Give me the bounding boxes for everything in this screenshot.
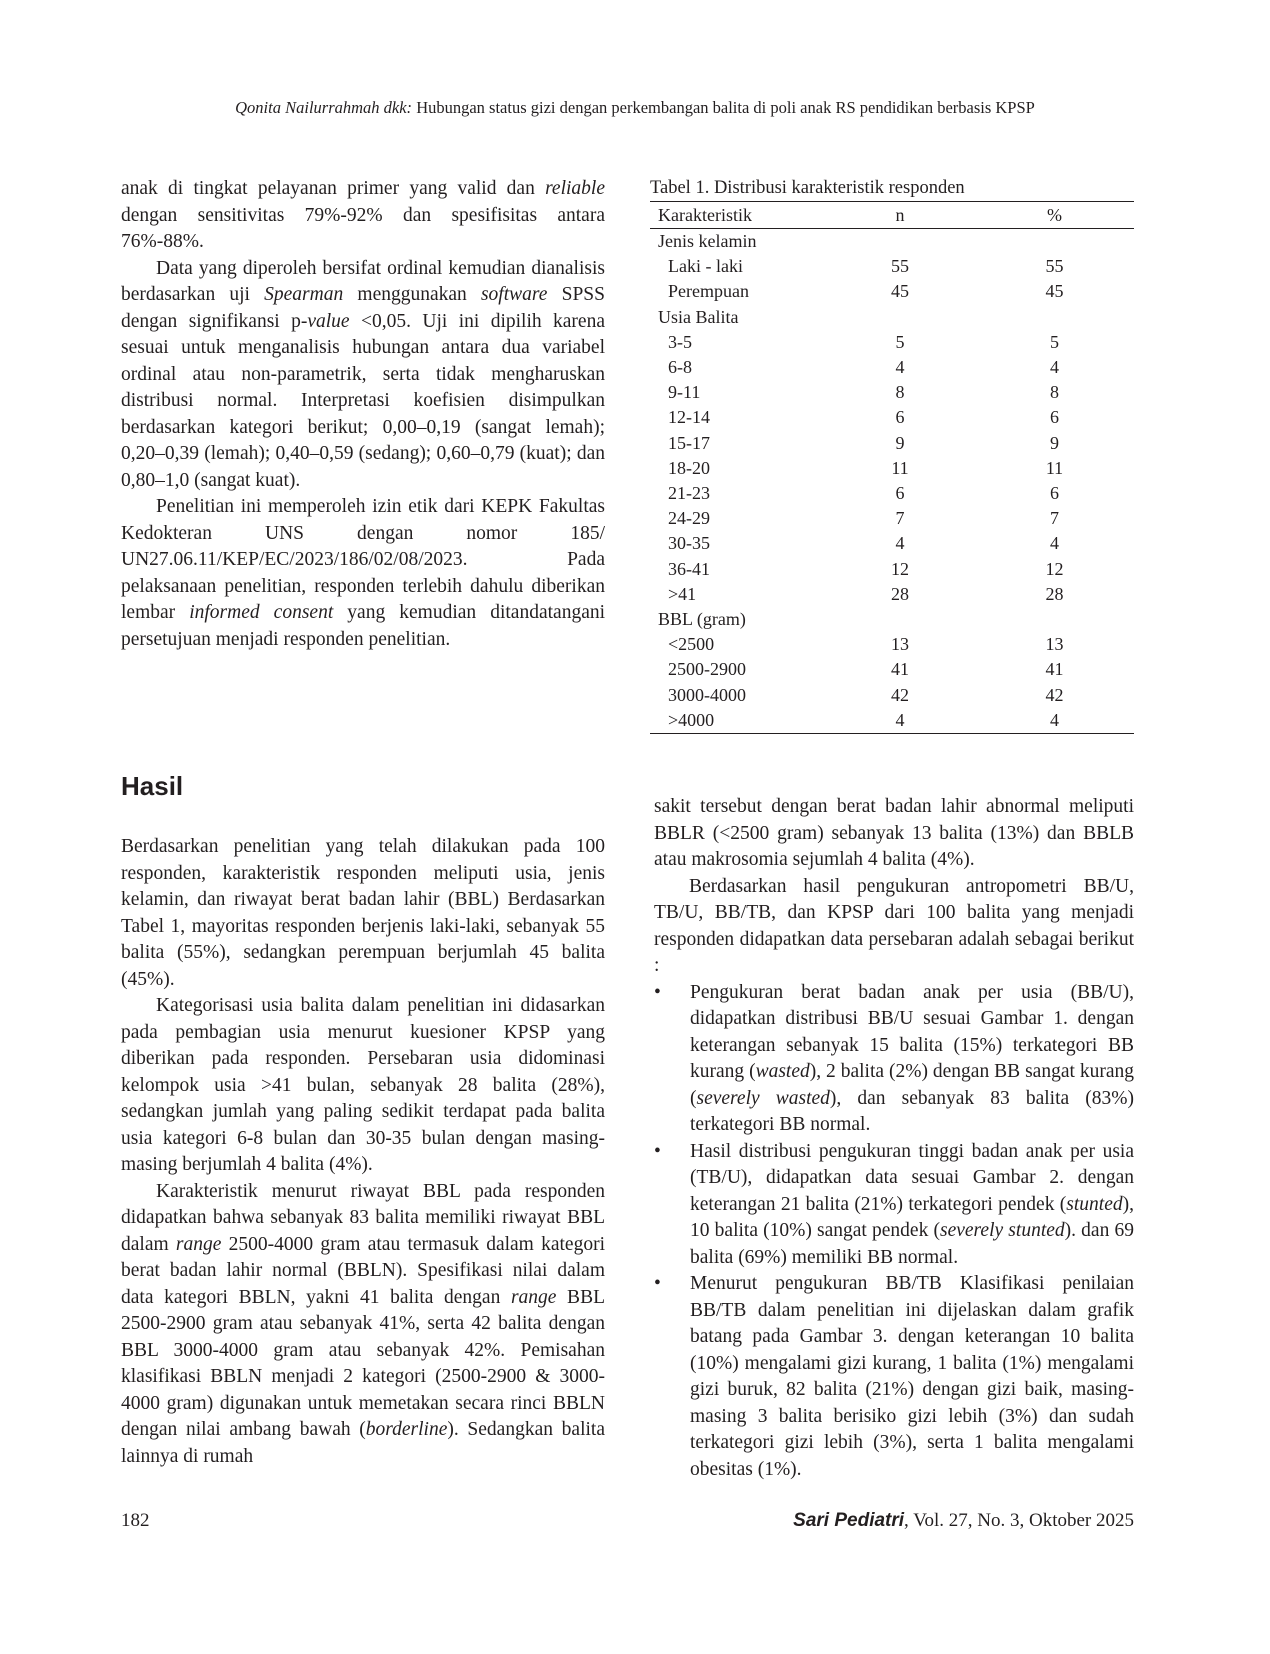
table-cell-pct: 7 [1050,508,1059,529]
paragraph: Berdasarkan hasil pengukuran antropometri BB/U, TB/U, BB/TB, dan KPSP dari 100 balita yang menjadi responden didapatkan data persebaran adalah sebagai berikut : [654,875,1134,976]
table-cell-label: <2500 [668,634,715,655]
bullet-icon: • [654,1140,661,1162]
table-cell-pct: 9 [1050,432,1059,453]
journal-citation [793,1510,1134,1532]
table-cell-label: 12-14 [668,407,710,428]
table-row [650,582,1134,607]
table-cell-label: 2500-2900 [668,659,746,680]
text: Penelitian ini memperoleh izin etik dari KEPK Fakultas Kedokteran UNS dengan nomor 185/ UN27.06.11/KEP/EC/2023/186/02/08/2023. Pada pelaksanaan penelitian, responden terlebih dahulu diberikan lembar [121,496,605,623]
text-italic: software [480,284,548,305]
table-row [650,683,1134,708]
characteristics-table [650,201,1134,734]
text: Karakteristik menurut riwayat BBL pada responden didapatkan bahwa sebanyak 83 balita memiliki riwayat BBL dalam [121,1180,605,1255]
text: dengan sensitivitas 79%-92% dan spesifisitas antara 76%-88%. [121,204,605,252]
text: ), 10 balita (10%) sangat pendek ( [690,1193,1134,1241]
table-group-row [650,607,1134,632]
table-cell-label: 6-8 [668,357,692,378]
table-cell-n: 4 [895,357,905,378]
text: Pengukuran berat badan anak per usia (BB/U), didapatkan distribusi BB/U sesuai Gambar 1. dengan keterangan sebanyak 15 balita (15%) terkategori BB kurang ( [690,981,1134,1082]
text: Menurut pengukuran BB/TB Klasifikasi penilaian BB/TB dalam penelitian ini dijelaskan dalam grafik batang pada Gambar 3. dengan keterangan 10 balita (10%) mengalami gizi kurang, 1 balita (1%) mengalami gizi buruk, 82 balita (21%) dengan gizi baik, masing-masing 3 balita berisiko gizi lebih (3%) dan sudah terkategori gizi lebih (3%), serta 1 balita mengalami obesitas (1%). [690,1273,1134,1480]
text: Hasil distribusi pengukuran tinggi badan anak per usia (TB/U), didapatkan data sesuai Gambar 2. dengan keterangan 21 balita (21%) terkategori pendek ( [690,1140,1134,1215]
table-cell-n [825,607,975,632]
table-cell-pct: 5 [1050,331,1059,352]
paragraph: Berdasarkan penelitian yang telah dilakukan pada 100 responden, karakteristik responden meliputi usia, jenis kelamin, dan riwayat berat badan lahir (BBL) Berdasarkan Tabel 1, mayoritas responden berjenis laki-laki, sebanyak 55 balita (55%), sedangkan perempuan berjumlah 45 balita (45%). [121,836,605,990]
text-italic: stunted [1066,1193,1123,1215]
running-header [0,98,1270,118]
table-cell-n: 13 [891,634,909,655]
table-cell-pct: 13 [1045,634,1064,655]
table-cell-n: 41 [891,659,909,680]
table-cell-pct: 11 [1045,457,1064,478]
table-row [650,254,1134,279]
table-cell-pct [975,229,1134,255]
text-italic: wasted [755,1061,810,1082]
table-cell-pct [975,607,1134,632]
text: <0,05. Uji ini dipilih karena sesuai untuk menganalisis hubungan antara dua variabel ordinal atau non-parametrik, serta tidak mengharuskan distribusi normal. Interpretasi koefisien disimpulkan berdasarkan kategori berikut; 0,00–0,19 (sangat lemah); 0,20–0,39 (lemah); 0,40–0,59 (sedang); 0,60–0,79 (kuat); dan 0,80–1,0 (sangat kuat). [121,310,605,491]
text: ), 2 balita (2%) dengan BB sangat kurang ( [690,1061,1134,1109]
table-cell-label: 21-23 [668,483,710,504]
header-authors: Qonita Nailurrahmah dkk: [235,98,413,117]
text-italic: severely wasted [696,1087,830,1109]
section-heading-hasil: Hasil [121,771,184,801]
table-cell-label: Laki - laki [668,256,743,277]
table-cell-n: 4 [825,708,975,734]
table-row [650,481,1134,506]
header-karakteristik: Karakteristik [650,202,825,229]
table-cell-n: 7 [895,508,905,529]
table-cell-pct: 45 [1045,281,1064,302]
table-row [650,531,1134,556]
table-cell-pct: 6 [1050,483,1059,504]
table-row [650,708,1134,734]
text: menggunakan [343,284,481,305]
table-cell-label: Jenis kelamin [658,231,757,251]
text-italic: Spearman [264,284,344,305]
table-cell-label: 3-5 [668,331,692,352]
table-cell-pct [975,305,1134,330]
header-n: n [825,202,975,229]
text-italic: range [510,1286,557,1308]
table-row [650,657,1134,682]
text-italic: borderline [365,1419,448,1440]
table-cell-pct: 4 [1050,357,1059,378]
bullet-icon: • [654,1273,661,1294]
left-column-bottom [121,834,605,1470]
text-italic: reliable [545,178,605,199]
table-group-row [650,305,1134,330]
table-cell-label: 30-35 [668,533,710,554]
table-row [650,431,1134,456]
right-column [654,794,1134,1483]
table-cell-n [825,229,975,255]
table-row [650,279,1134,304]
table-cell-pct: 4 [1050,533,1059,554]
table-cell-pct: 4 [975,708,1134,734]
text: Data yang diperoleh bersifat ordinal kemudian dianalisis berdasarkan uji [121,257,605,305]
list-item [654,980,1134,1139]
table-row [650,330,1134,355]
table-caption: Tabel 1. Distribusi karakteristik responden [650,178,965,198]
text: ). dan 69 balita (69%) memiliki BB normal. [690,1220,1134,1268]
list-item [654,1271,1134,1483]
journal-name: Sari Pediatri [793,1510,905,1531]
bullet-list [654,980,1134,1484]
table-row [650,557,1134,582]
header-title: Hubungan status gizi dengan perkembangan balita di poli anak RS pendidikan berbasis KPSP [416,98,1035,117]
paragraph [121,494,605,653]
table-cell-label: 3000-4000 [668,684,746,705]
table-row [650,506,1134,531]
paragraph [121,1179,605,1471]
journal-details: , Vol. 27, No. 3, Oktober 2025 [904,1510,1134,1531]
table-cell-pct: 12 [1045,558,1064,579]
paragraph [121,176,605,256]
table-1 [650,178,1134,734]
table-cell-pct: 41 [1045,659,1064,680]
paragraph: sakit tersebut dengan berat badan lahir abnormal meliputi BBLR (<2500 gram) sebanyak 13 balita (13%) dan BBLB atau makrosomia sejumlah 4 balita (4%). [654,796,1134,870]
table-cell-n: 55 [891,256,909,277]
table-cell-label: >4000 [650,708,825,734]
text: SPSS dengan signifikansi p- [121,284,605,332]
table-cell-n: 12 [891,558,909,579]
table-cell-pct: 28 [1045,583,1064,604]
table-cell-n: 28 [891,583,909,604]
table-cell-label: Perempuan [668,281,749,302]
table-cell-n: 8 [895,382,905,403]
header-percent: % [975,202,1134,229]
table-cell-label: 9-11 [668,382,701,403]
text-italic: severely stunted [940,1220,1065,1241]
paragraph: Kategorisasi usia balita dalam penelitian ini didasarkan pada pembagian usia menurut kuesioner KPSP yang diberikan pada responden. Persebaran usia didominasi kelompok usia >41 bulan, sebanyak 28 balita (28%), sedangkan jumlah yang paling sedikit terdapat pada balita usia kategori 6-8 bulan dan 30-35 bulan dengan masing-masing berjumlah 4 balita (4%). [121,995,605,1175]
table-cell-label: 18-20 [668,457,710,478]
page-number: 182 [121,1510,150,1531]
table-cell-label: 24-29 [668,508,710,529]
table-group-row [650,229,1134,255]
text-italic: value [307,310,350,332]
text-italic: informed consent [189,602,334,623]
table-cell-pct: 55 [1045,256,1064,277]
text: ). Sedangkan balita lainnya di rumah [121,1419,605,1467]
table-row [650,456,1134,481]
table-row [650,355,1134,380]
text: BBL 2500-2900 gram atau sebanyak 41%, serta 42 balita dengan BBL 3000-4000 gram atau sebanyak 42%. Pemisahan klasifikasi BBLN menjadi 2 kategori (2500-2900 & 3000-4000 gram) digunakan untuk memetakan secara rinci BBLN dengan nilai ambang bawah ( [121,1286,605,1440]
table-cell-n: 11 [891,457,909,478]
table-cell-n: 6 [895,407,905,428]
table-cell-n: 6 [895,483,905,504]
table-cell-pct: 42 [1045,684,1064,705]
bullet-icon: • [654,981,661,1003]
text: anak di tingkat pelayanan primer yang valid dan [121,178,546,199]
table-cell-label: >41 [668,583,697,604]
text: 2500-4000 gram atau termasuk dalam kategori berat badan lahir normal (BBLN). Spesifikasi nilai dalam data kategori BBLN, yakni 41 balita dengan [121,1233,605,1308]
table-cell-label: Usia Balita [658,306,739,327]
table-cell-n: 4 [895,533,905,554]
table-cell-pct: 6 [1050,407,1059,428]
table-cell-label: BBL (gram) [658,609,746,630]
text-italic: range [175,1233,222,1255]
table-cell-label: 36-41 [668,558,710,579]
table-cell-n: 45 [891,281,909,302]
table-row [650,405,1134,430]
table-cell-n: 5 [895,331,905,352]
table-cell-n: 42 [891,684,909,705]
table-cell-n [825,305,975,330]
text: ), dan sebanyak 83 balita (83%) terkategori BB normal. [690,1087,1134,1135]
table-row [650,380,1134,405]
list-item [654,1139,1134,1272]
table-row [650,632,1134,657]
table-header-row [650,202,1134,229]
table-cell-n: 9 [895,432,905,453]
table-cell-pct: 8 [1050,382,1059,403]
table-cell-label: 15-17 [668,432,710,453]
paragraph [121,256,605,495]
text: yang kemudian ditandatangani persetujuan menjadi responden penelitian. [121,602,606,650]
left-column-top [121,176,605,653]
